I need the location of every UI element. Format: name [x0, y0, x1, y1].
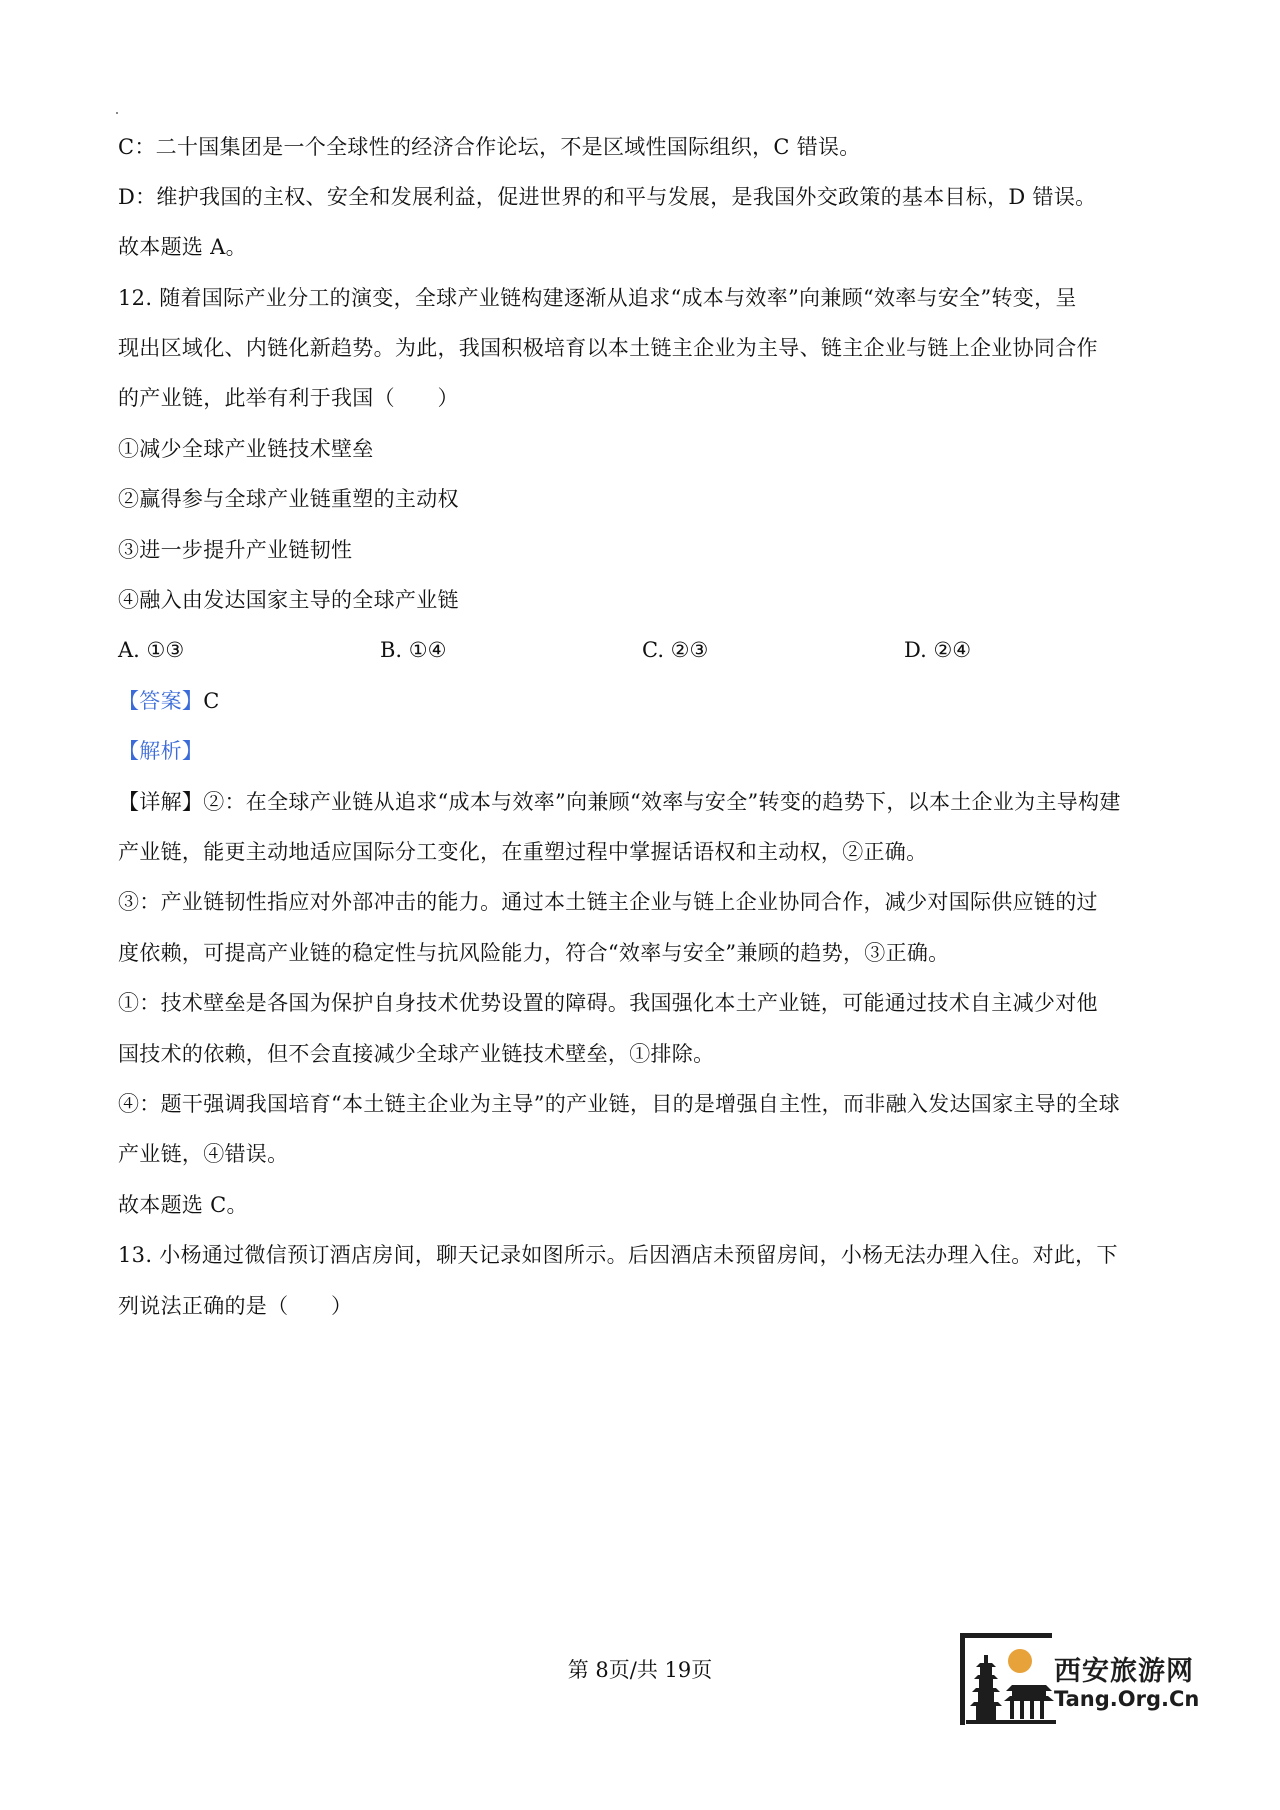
text-line: 产业链，能更主动地适应国际分工变化，在重塑过程中掌握话语权和主动权，②正确。 — [118, 840, 928, 864]
pagoda-icon — [966, 1641, 1056, 1727]
statement-2: ②赢得参与全球产业链重塑的主动权 — [118, 487, 459, 511]
statement-4: ④融入由发达国家主导的全球产业链 — [118, 588, 459, 612]
analysis-line — [118, 736, 1178, 766]
text-line: ③：产业链韧性指应对外部冲击的能力。通过本土链主企业与链上企业协同合作，减少对国际供应链的过 — [118, 890, 1098, 914]
question-12-line: 12. 随着国际产业分工的演变，全球产业链构建逐渐从追求“成本与效率”向兼顾“效率与安全”转变，呈 — [118, 286, 1077, 310]
answer-line — [118, 686, 1178, 716]
page-number: 第 8页/共 19页 — [567, 1658, 713, 1682]
text-line: C：二十国集团是一个全球性的经济合作论坛，不是区域性国际组织，C 错误。 — [118, 135, 861, 159]
logo-text-cn: 西安旅游网 — [1054, 1656, 1194, 1687]
text-line: ①：技术壁垒是各国为保护自身技术优势设置的障碍。我国强化本土产业链，可能通过技术自主减少对他 — [118, 991, 1098, 1015]
text-line: 故本题选 C。 — [118, 1193, 248, 1217]
question-12-line: 的产业链，此举有利于我国（ ） — [118, 386, 459, 410]
page-dot — [116, 112, 118, 114]
text-line: 国技术的依赖，但不会直接减少全球产业链技术壁垒，①排除。 — [118, 1042, 715, 1066]
option-d: D. ②④ — [904, 638, 972, 662]
answer-value: C — [203, 689, 220, 713]
detail-line — [118, 787, 1178, 817]
option-a: A. ①③ — [118, 638, 185, 662]
answer-tag: 【答案】 — [118, 689, 204, 713]
text-line: 产业链，④错误。 — [118, 1142, 289, 1166]
question-13-line: 列说法正确的是（ ） — [118, 1294, 353, 1318]
option-b: B. ①④ — [380, 638, 447, 662]
text-line: ④：题干强调我国培育“本土链主企业为主导”的产业链，目的是增强自主性，而非融入发达国家主导的全球 — [118, 1092, 1120, 1116]
statement-1: ①减少全球产业链技术壁垒 — [118, 437, 374, 461]
text-line: 故本题选 A。 — [118, 235, 247, 259]
detail-text: ②：在全球产业链从追求“成本与效率”向兼顾“效率与安全”转变的趋势下，以本土企业为主导构建 — [203, 790, 1121, 814]
question-13-line: 13. 小杨通过微信预订酒店房间，聊天记录如图所示。后因酒店未预留房间，小杨无法办理入住。对此，下 — [118, 1243, 1118, 1267]
statement-3: ③进一步提升产业链韧性 — [118, 538, 353, 562]
question-12-line: 现出区域化、内链化新趋势。为此，我国积极培育以本土链主企业为主导、链主企业与链上企业协同合作 — [118, 336, 1098, 360]
logo-text-en: Tang.Org.Cn — [1054, 1687, 1200, 1711]
option-c: C. ②③ — [642, 638, 709, 662]
site-logo — [960, 1633, 1210, 1729]
text-line: D：维护我国的主权、安全和发展利益，促进世界的和平与发展，是我国外交政策的基本目标，D 错误。 — [118, 185, 1097, 209]
text-line: 度依赖，可提高产业链的稳定性与抗风险能力，符合“效率与安全”兼顾的趋势，③正确。 — [118, 941, 950, 965]
detail-tag: 【详解】 — [118, 790, 204, 814]
analysis-tag: 【解析】 — [118, 739, 204, 763]
